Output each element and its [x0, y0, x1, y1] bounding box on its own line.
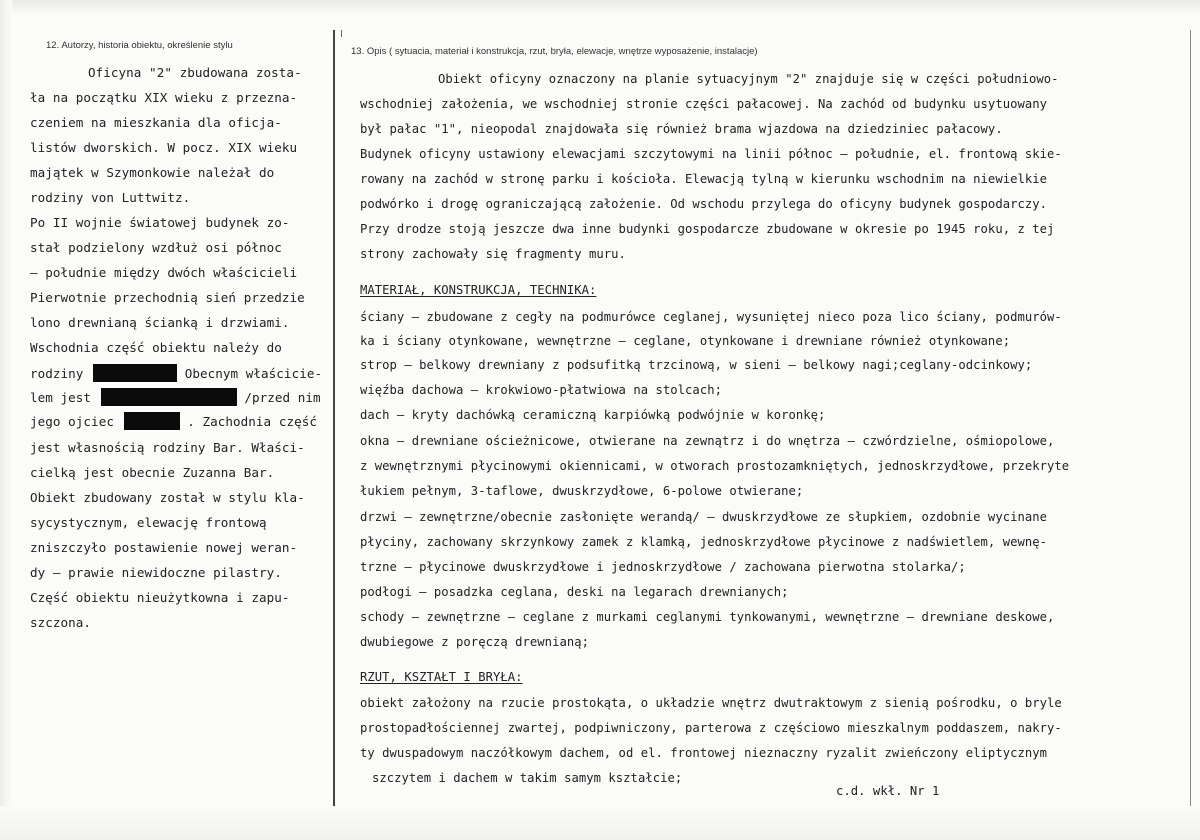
description-line: był pałac "1", nieopodal znajdowała się również brama wjazdowa na dziedziniec pałacowy.: [360, 122, 1003, 136]
history-line: czeniem na mieszkania dla oficja-: [30, 115, 282, 130]
description-line: dwubiegowe z poręczą drewnianą;: [360, 635, 590, 649]
redaction-block: [93, 364, 177, 382]
history-text: /przed nim: [244, 390, 321, 405]
section-13-header: 13. Opis ( sytuacia, materiał i konstrukcja, rzut, bryła, elewacje, wnętrze wyposażenie, instalacje): [351, 46, 758, 57]
history-line: jest własnością rodziny Bar. Właści-: [30, 440, 305, 455]
history-text: lem jest: [30, 390, 92, 405]
history-line: Część obiektu nieużytkowna i zapu-: [30, 590, 290, 605]
history-line: stał podzielony wzdłuż osi północ: [30, 240, 282, 255]
description-line: płyciny, zachowany skrzynkowy zamek z klamką, jednoskrzydłowe płycinowe z nadświetlem, wewnę-: [360, 535, 1048, 549]
history-line: rodziny von Luttwitz.: [30, 190, 191, 205]
description-line: trzne – płycinowe dwuskrzydłowe i jednoskrzydłowe / zachowana pierwotna stolarka/;: [360, 560, 966, 574]
description-line: podłogi – posadzka ceglana, deski na legarach drewnianych;: [360, 585, 789, 599]
history-line-redacted: [30, 388, 321, 406]
history-line: szczona.: [30, 615, 92, 630]
continuation-note: c.d. wkł. Nr 1: [836, 784, 940, 798]
column-divider: [333, 30, 335, 820]
description-line: szczytem i dachem w takim samym kształcie;: [372, 771, 683, 785]
description-line: strony zachowały się fragmenty muru.: [360, 247, 626, 261]
history-line-redacted: [30, 364, 322, 382]
divider-tick: [341, 30, 342, 37]
description-line: Budynek oficyny ustawiony elewacjami szczytowymi na linii północ – południe, el. frontową skie-: [360, 147, 1062, 161]
history-line: majątek w Szymonkowie należał do: [30, 165, 275, 180]
history-line: Po II wojnie światowej budynek zo-: [30, 215, 290, 230]
description-line: obiekt założony na rzucie prostokąta, o układzie wnętrz dwutraktowym z sienią pośrodku, o bryle: [360, 696, 1062, 710]
description-line: z wewnętrznymi płycinowymi okiennicami, w otworach prostozamkniętych, jednoskrzydłowe, przekryte: [360, 459, 1070, 473]
page-bottom-shadow: [0, 806, 1200, 840]
history-text: rodziny: [30, 366, 84, 381]
description-line: ściany – zbudowane z cegły na podmurówce ceglanej, wysuniętej nieco poza lico ściany, podmurów-: [360, 310, 1062, 324]
description-line: Przy drodze stoją jeszcze dwa inne budynki gospodarcze zbudowane w okresie po 1945 roku, z tej: [360, 222, 1055, 236]
description-line: ty dwuspadowym naczółkowym dachem, od el. frontowej nieznaczny ryzalit zwieńczony eliptycznym: [360, 746, 1048, 760]
history-line: zniszczyło postawienie nowej weran-: [30, 540, 298, 555]
history-line: cielką jest obecnie Zuzanna Bar.: [30, 465, 275, 480]
history-line: dy – prawie niewidoczne pilastry.: [30, 565, 282, 580]
history-line: Wschodnia część obiektu należy do: [30, 340, 282, 355]
section-heading-materials: MATERIAŁ, KONSTRUKCJA, TECHNIKA:: [360, 283, 597, 297]
history-line: lono drewnianą ścianką i drzwiami.: [30, 315, 290, 330]
history-line: Oficyna "2" zbudowana zosta-: [88, 65, 302, 80]
right-border: [1190, 30, 1191, 820]
section-12-header: 12. Autorzy, historia obiektu, określenie stylu: [46, 40, 233, 51]
redaction-block: [101, 388, 237, 406]
description-line: ka i ściany otynkowane, wewnętrzne – ceglane, otynkowane i drewniane również otynkowane;: [360, 334, 1011, 348]
page-edge-shadow-top: [0, 0, 1200, 14]
history-text: . Zachodnia część: [187, 414, 317, 429]
description-line: podwórko i drogę ograniczającą założenie. Od wschodu przylega do oficyny budynek gospodarczy.: [360, 197, 1048, 211]
history-line: ła na początku XIX wieku z przezna-: [30, 90, 298, 105]
description-line: więźba dachowa – krokwiowo-płatwiowa na stolcach;: [360, 383, 722, 397]
history-line: sycystycznym, elewację frontową: [30, 515, 267, 530]
description-line: okna – drewniane ościeżnicowe, otwierane na zewnątrz i do wnętrza – czwórdzielne, ośmiopolowe,: [360, 434, 1055, 448]
description-line: łukiem pełnym, 3-taflowe, dwuskrzydłowe, 6-polowe otwierane;: [360, 484, 804, 498]
history-text: jego ojciec: [30, 414, 114, 429]
description-line: schody – zewnętrzne – ceglane z murkami ceglanymi tynkowanymi, wewnętrzne – drewniane deskowe,: [360, 610, 1055, 624]
page-edge-shadow-left: [0, 0, 12, 840]
redaction-block: [124, 412, 180, 430]
description-line: strop – belkowy drewniany z podsufitką trzcinową, w sieni – belkowy nagi;ceglany-odcinkowy;: [360, 358, 1033, 372]
description-line: prostopadłościennej zwartej, podpiwniczony, parterowa z częściowo mieszkalnym poddaszem, nakry-: [360, 721, 1062, 735]
history-text: Obecnym właścicie-: [184, 366, 323, 381]
history-line: – południe między dwóch właścicieli: [30, 265, 298, 280]
section-heading-plan: RZUT, KSZTAŁT I BRYŁA:: [360, 670, 523, 684]
description-line: Obiekt oficyny oznaczony na planie sytuacyjnym "2" znajduje się w części południowo-: [438, 72, 1059, 86]
description-line: drzwi – zewnętrzne/obecnie zasłonięte werandą/ – dwuskrzydłowe ze słupkiem, ozdobnie wycinane: [360, 510, 1048, 524]
description-line: dach – kryty dachówką ceramiczną karpiówką podwójnie w koronkę;: [360, 408, 826, 422]
history-line: Obiekt zbudowany został w stylu kla-: [30, 490, 305, 505]
history-line: Pierwotnie przechodnią sień przedzie: [30, 290, 305, 305]
description-line: rowany na zachód w stronę parku i kościoła. Elewacją tylną w kierunku wschodnim na niewielkie: [360, 172, 1048, 186]
history-line: listów dworskich. W pocz. XIX wieku: [30, 140, 298, 155]
history-line-redacted: [30, 412, 317, 430]
description-line: wschodniej założenia, we wschodniej stronie części pałacowej. Na zachód od budynku usytuowany: [360, 97, 1048, 111]
